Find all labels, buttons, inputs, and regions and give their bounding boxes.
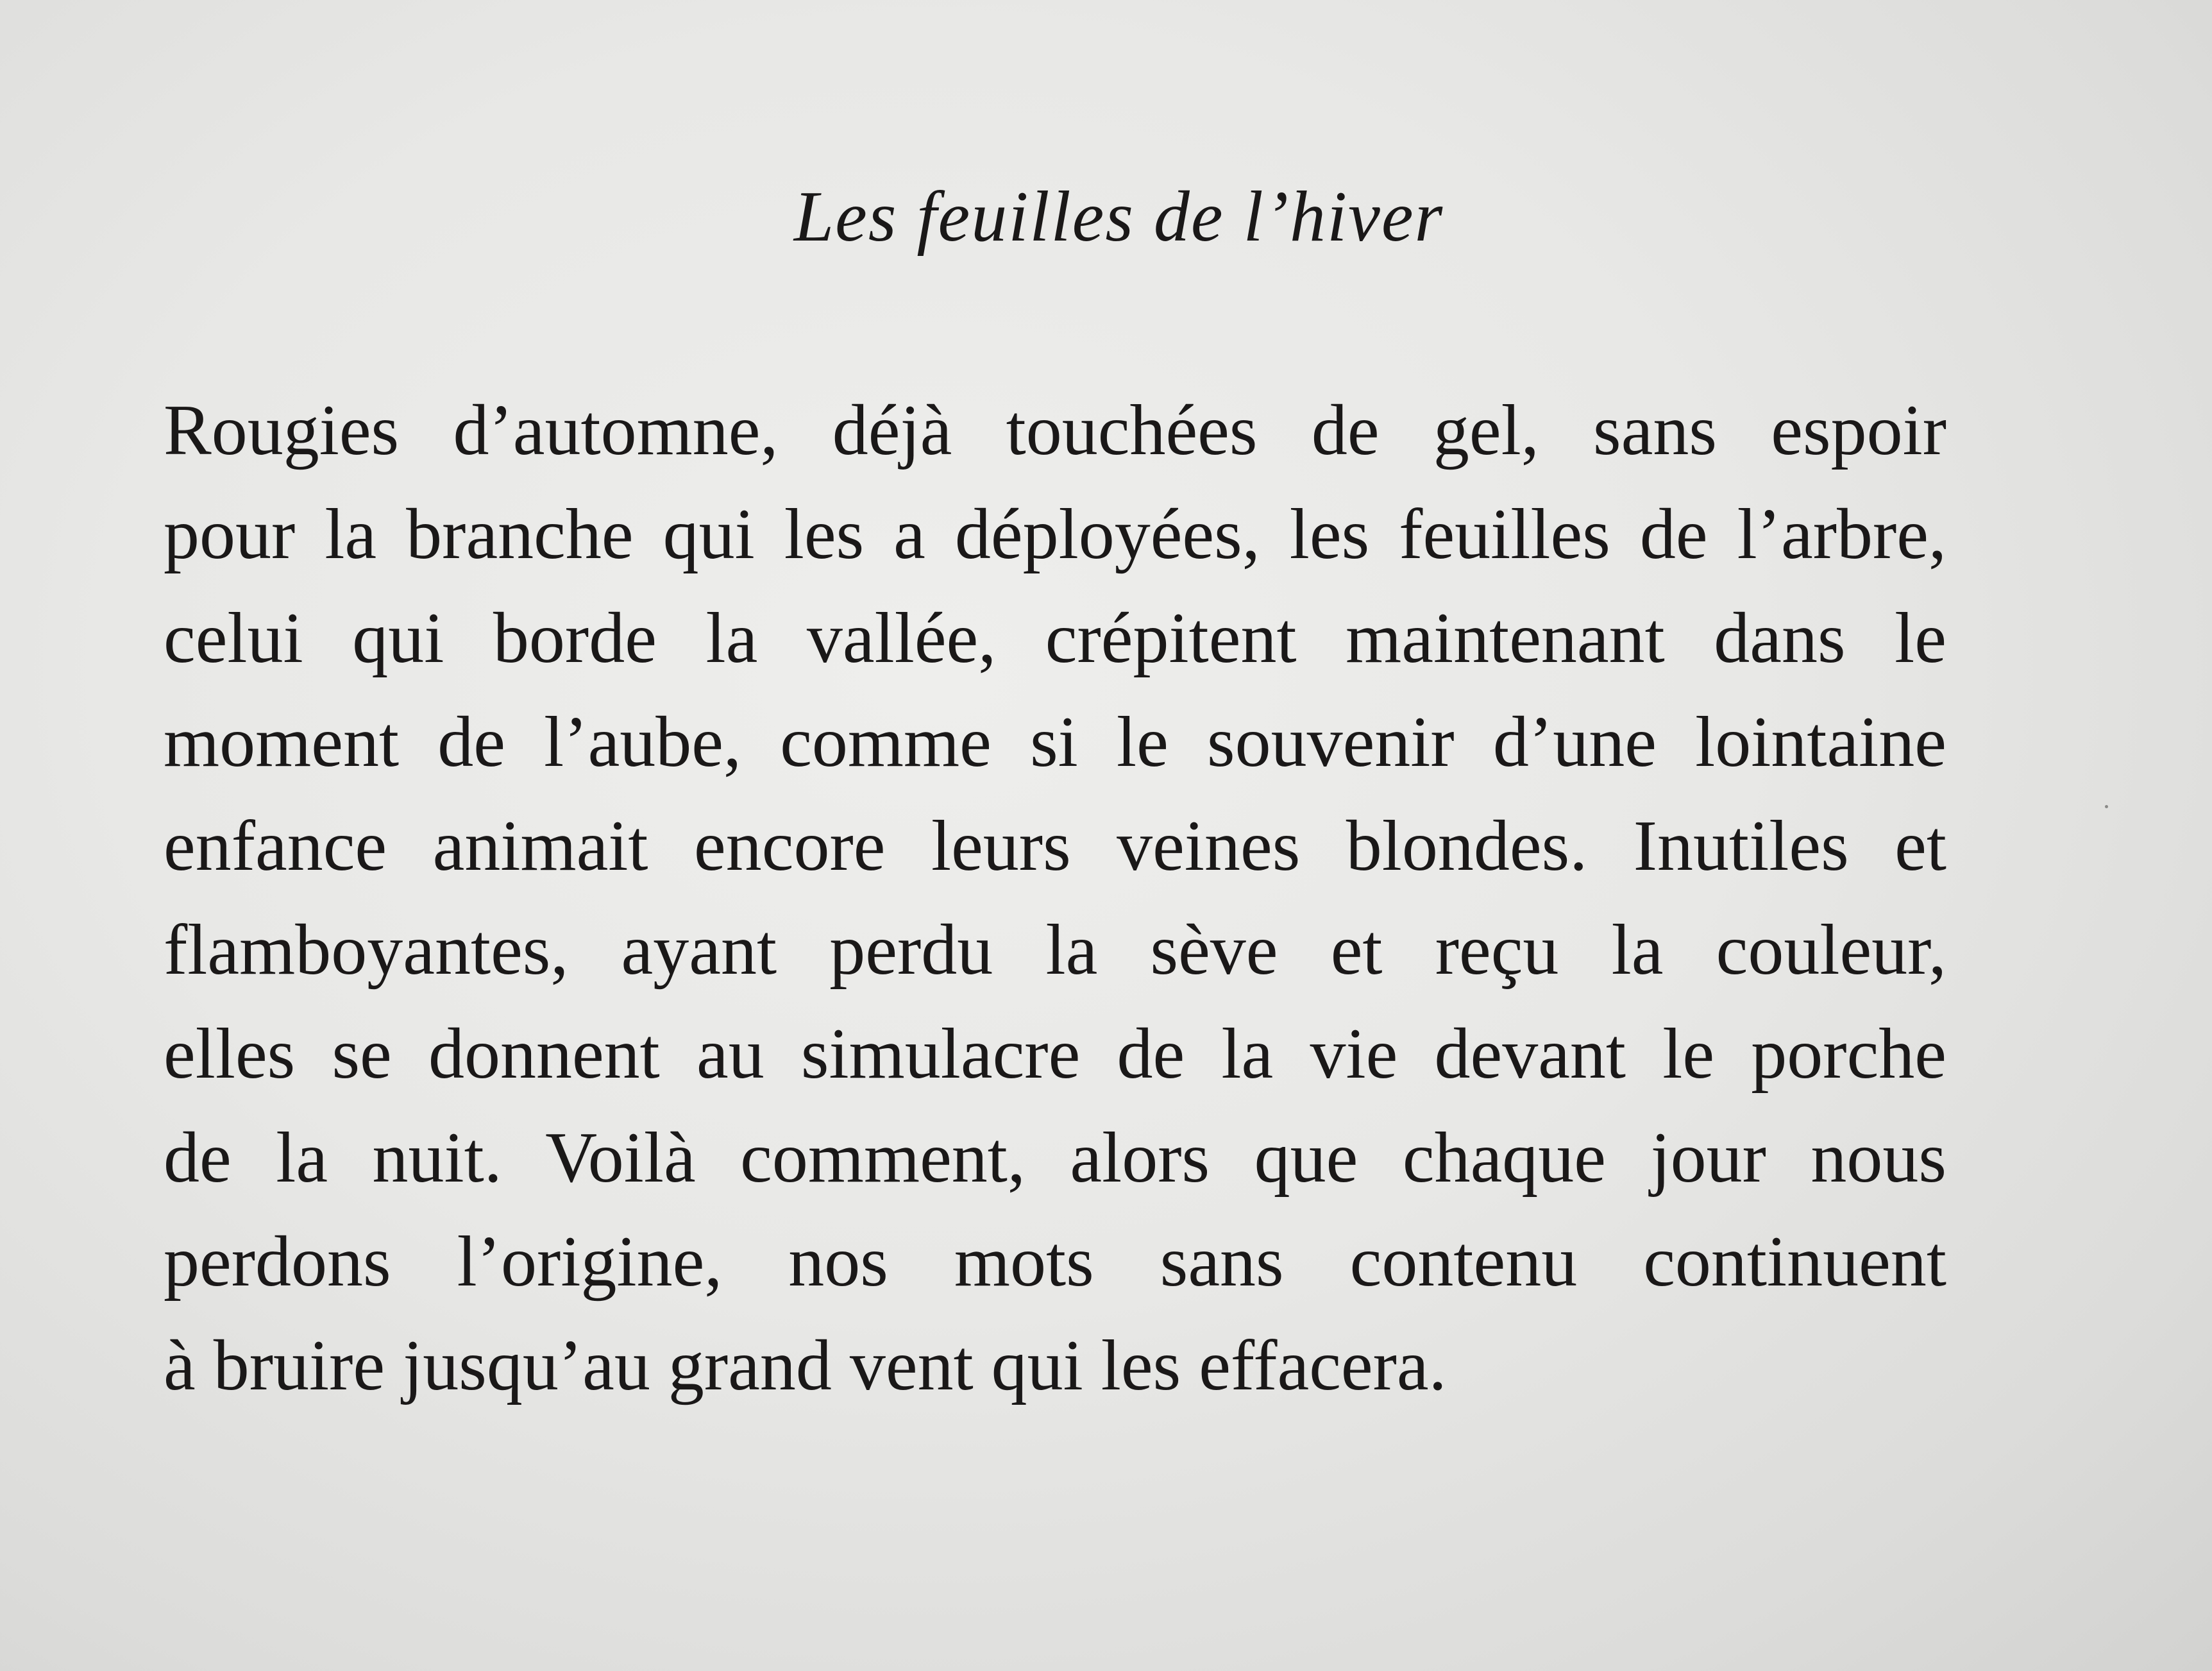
poem-line: moment de l’aube, comme si le souvenir d’une lointaine [164,702,1946,782]
poem-line: perdons l’origine, nos mots sans contenu continuent [164,1222,1946,1302]
poem-line: pour la branche qui les a déployées, les feuilles de l’arbre, [164,495,1946,574]
paper-speck [2105,805,2108,808]
poem-line: flamboyantes, ayant perdu la sève et reçu la couleur, [164,910,1946,990]
poem-line: enfance animait encore leurs veines blondes. Inutiles et [164,806,1946,886]
poem-body [164,378,1946,1418]
poem-line: à bruire jusqu’au grand vent qui les effacera. [164,1326,1447,1405]
poem-line: celui qui borde la vallée, crépitent maintenant dans le [164,598,1946,678]
poem-title: Les feuilles de l’hiver [793,177,1444,257]
poem-line: elles se donnent au simulacre de la vie devant le porche [164,1014,1946,1094]
poem-line: Rougies d’automne, déjà touchées de gel, sans espoir [164,391,1946,470]
poem-line: de la nuit. Voilà comment, alors que chaque jour nous [164,1118,1946,1198]
